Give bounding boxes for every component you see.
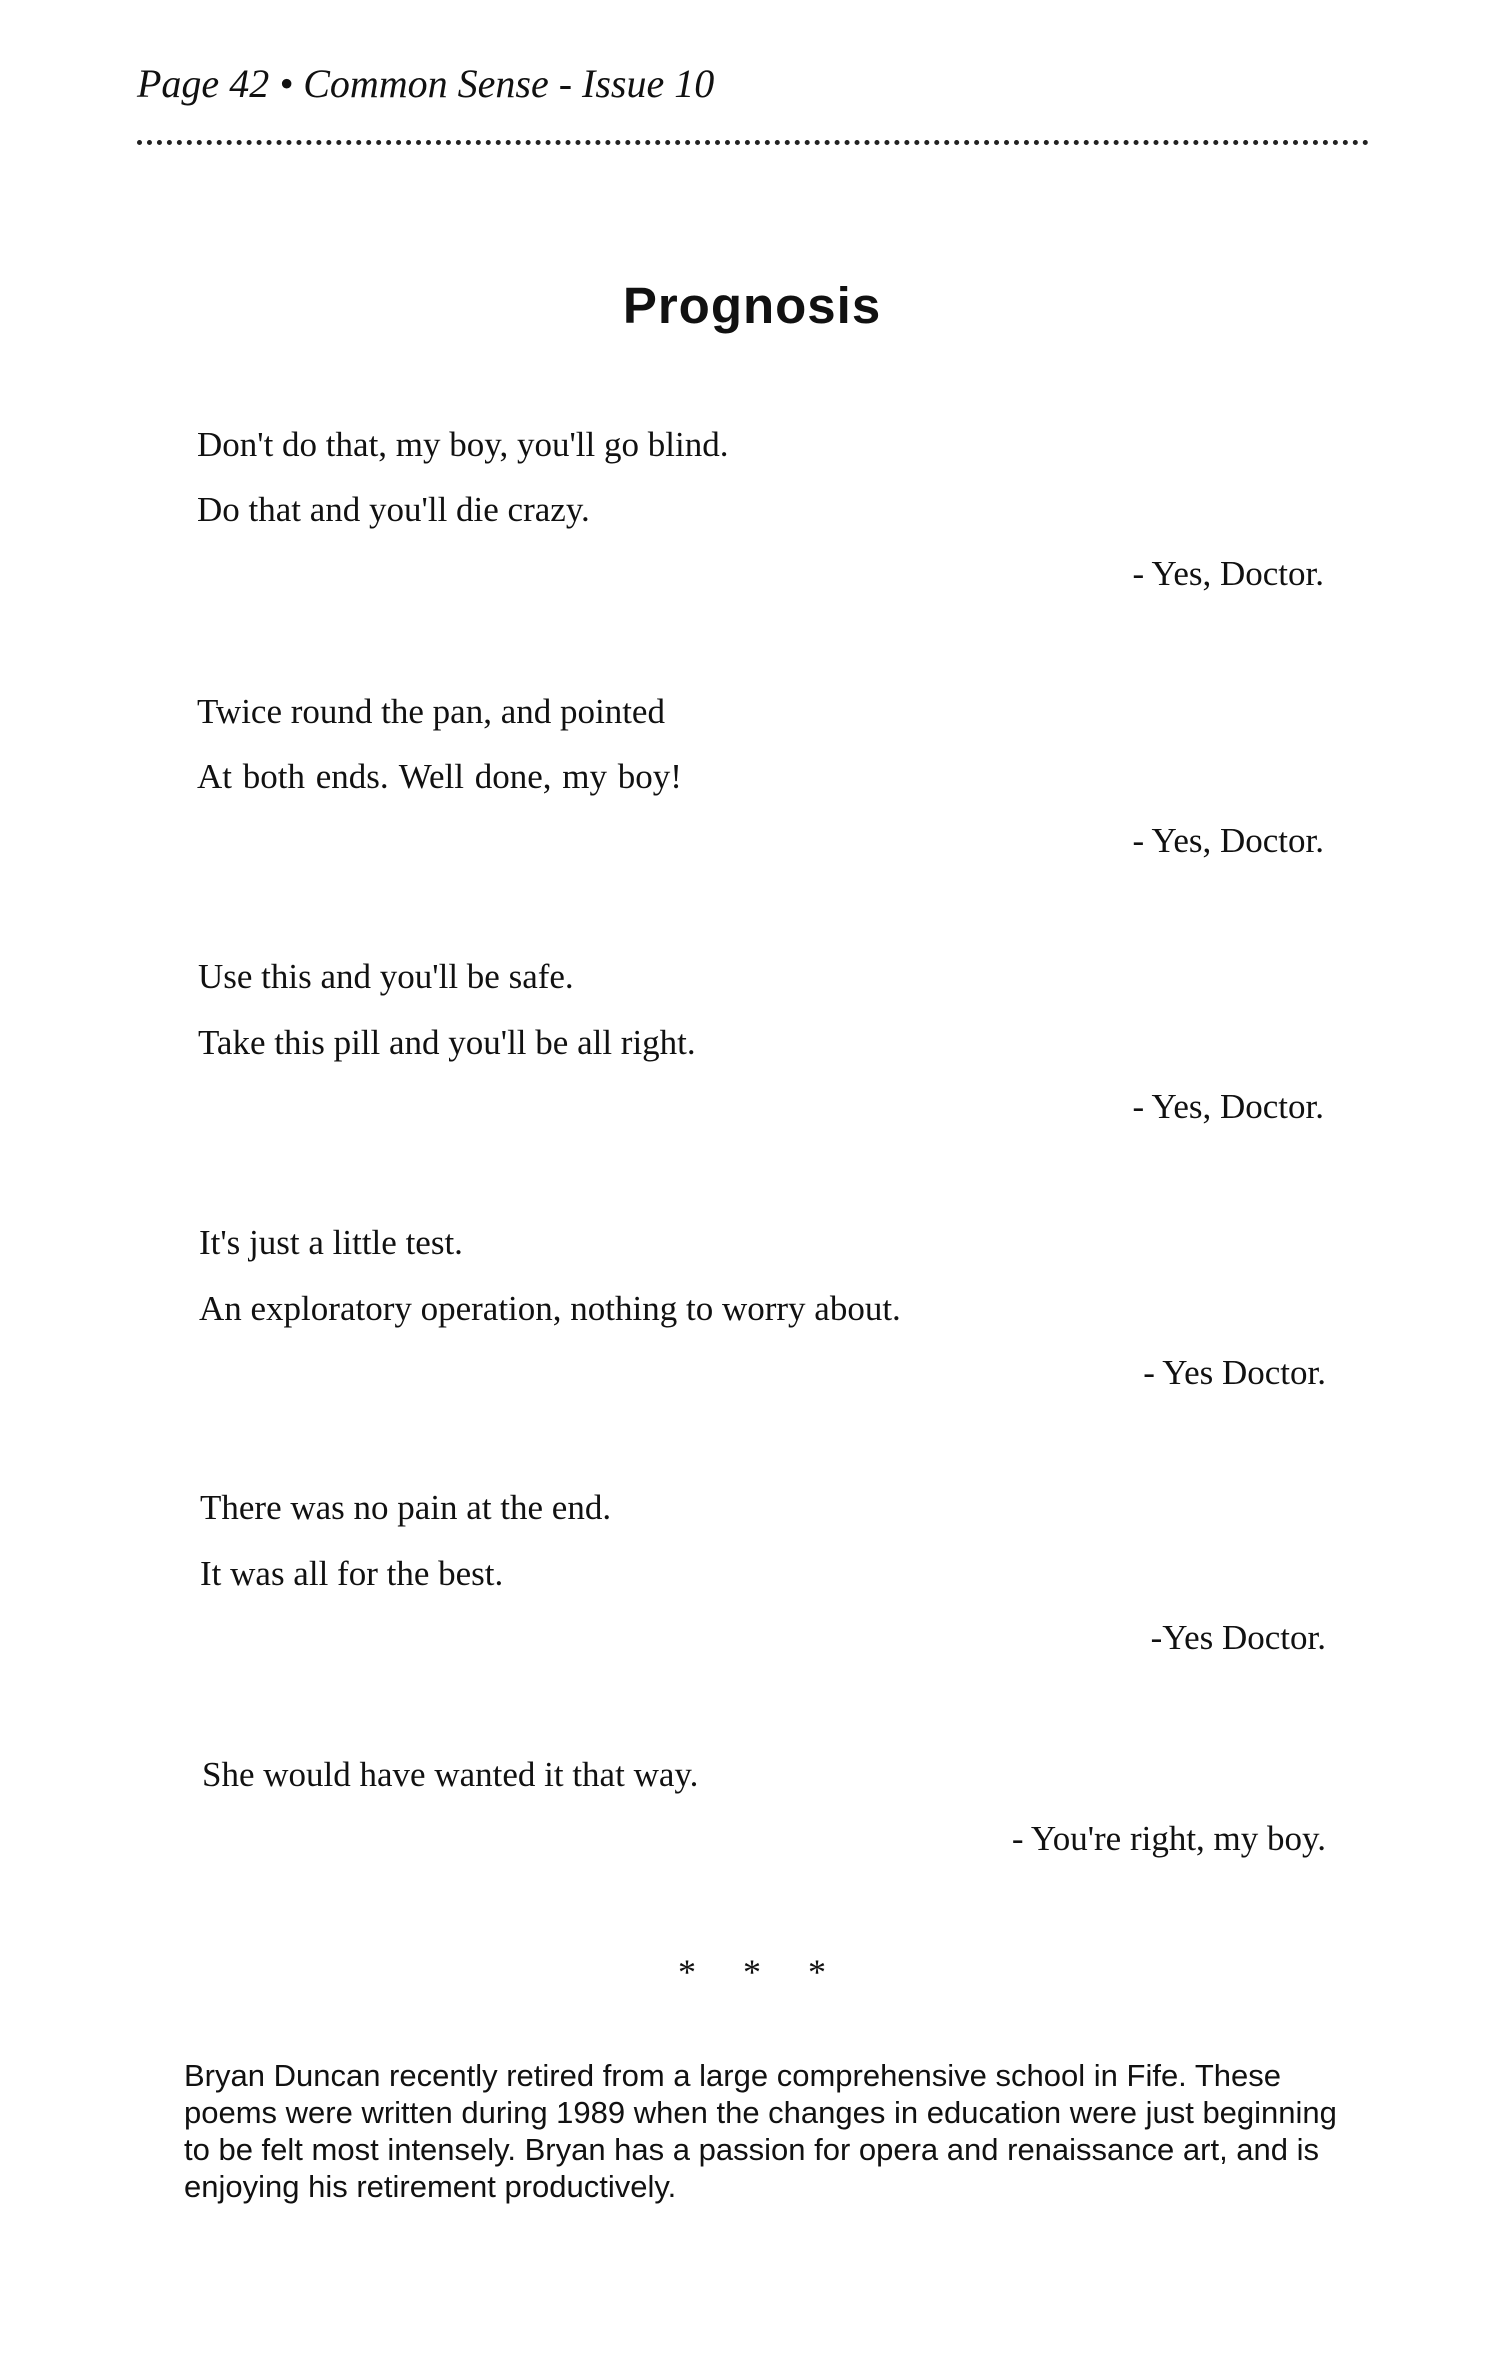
poem-title: Prognosis [622,277,882,334]
stanza-response: - Yes, Doctor. [1132,1087,1324,1126]
poem-line: Use this and you'll be safe. [198,957,574,996]
page-header: Page 42 • Common Sense - Issue 10 [137,61,715,106]
poem-line: An exploratory operation, nothing to worry about. [199,1289,901,1328]
poem-line: There was no pain at the end. [200,1488,612,1527]
poem-line: Take this pill and you'll be all right. [198,1023,696,1062]
stanza-response: - You're right, my boy. [1011,1819,1326,1858]
poem-line: Twice round the pan, and pointed [197,692,665,731]
stanza-response: - Yes Doctor. [1143,1353,1326,1392]
poem-line: She would have wanted it that way. [202,1755,699,1794]
poem-line: It was all for the best. [200,1554,504,1593]
poem-line: Don't do that, my boy, you'll go blind. [197,425,729,464]
dotted-divider [137,140,1369,145]
poem-line: It's just a little test. [199,1223,463,1262]
section-separator: * * * [678,1952,826,1992]
poem-line: At both ends. Well done, my boy! [197,757,682,796]
stanza-response: - Yes, Doctor. [1132,821,1324,860]
stanza-response: -Yes Doctor. [1150,1618,1326,1657]
stanza-response: - Yes, Doctor. [1132,554,1324,593]
poem-line: Do that and you'll die crazy. [197,490,590,529]
author-bio: Bryan Duncan recently retired from a large comprehensive school in Fife. These poems were written during 1989 when the changes in education were just beginning to be felt most intensely. Bryan has a passion for opera and renaissance art, and is enjoying his retirement productively. [184,2058,1337,2204]
